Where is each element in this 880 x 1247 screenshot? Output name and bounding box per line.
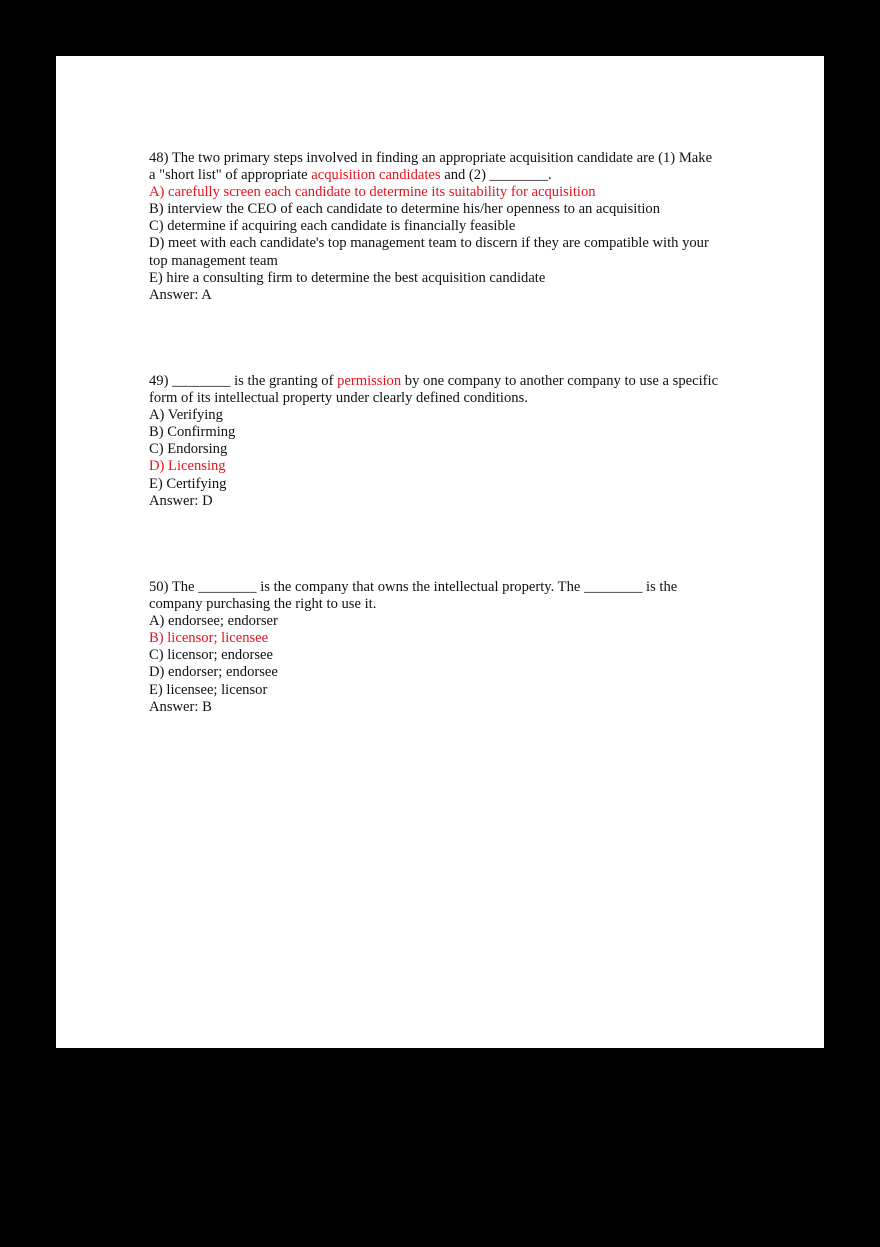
stem-text: and (2) ________. [440, 167, 552, 184]
answer-key: Answer: A [149, 286, 212, 303]
question-stem-line [149, 596, 749, 613]
option-a: A) Verifying [149, 407, 223, 424]
answer-key: Answer: D [149, 492, 213, 509]
option-d: D) endorser; endorsee [149, 664, 278, 681]
stem-text: 50) The ________ is the company that owns the intellectual property. The ________ is the [149, 579, 678, 595]
document-page [56, 56, 824, 1048]
option-d-correct: D) Licensing [149, 458, 226, 475]
option-b: B) Confirming [149, 424, 236, 441]
question-50 [149, 579, 749, 716]
stem-text: form of its intellectual property under clearly defined conditions. [149, 390, 528, 407]
option-e: E) licensee; licensor [149, 681, 268, 698]
question-48 [149, 150, 749, 304]
question-stem-line [149, 373, 749, 390]
option-b: B) interview the CEO of each candidate to determine his/her openness to an acquisition [149, 201, 661, 218]
option-b-correct: B) licensor; licensee [149, 630, 269, 647]
stem-text: 49) ________ is the granting of [149, 373, 338, 389]
question-stem-line [149, 579, 749, 596]
option-c: C) licensor; endorsee [149, 647, 274, 664]
stem-text: by one company to another company to use a specific [401, 373, 719, 389]
option-e: E) hire a consulting firm to determine the best acquisition candidate [149, 269, 546, 286]
option-e: E) Certifying [149, 475, 227, 492]
stem-text: company purchasing the right to use it. [149, 596, 377, 613]
question-stem-line [149, 167, 749, 184]
option-d: D) meet with each candidate's top management team to discern if they are compatible with your [149, 235, 709, 252]
highlighted-term: acquisition candidates [311, 167, 441, 184]
answer-key: Answer: B [149, 698, 212, 715]
question-stem-line [149, 390, 749, 407]
question-stem-line [149, 150, 749, 167]
highlighted-term: permission [337, 373, 402, 389]
option-a: A) endorsee; endorser [149, 613, 278, 630]
question-49 [149, 373, 749, 510]
option-a-correct: A) carefully screen each candidate to determine its suitability for acquisition [149, 184, 596, 201]
option-c: C) determine if acquiring each candidate is financially feasible [149, 218, 516, 235]
option-d-continuation: top management team [149, 252, 278, 269]
option-c: C) Endorsing [149, 441, 228, 458]
stem-text: 48) The two primary steps involved in finding an appropriate acquisition candidate are (1) Make [149, 150, 713, 166]
stem-text: a "short list" of appropriate [149, 167, 312, 184]
